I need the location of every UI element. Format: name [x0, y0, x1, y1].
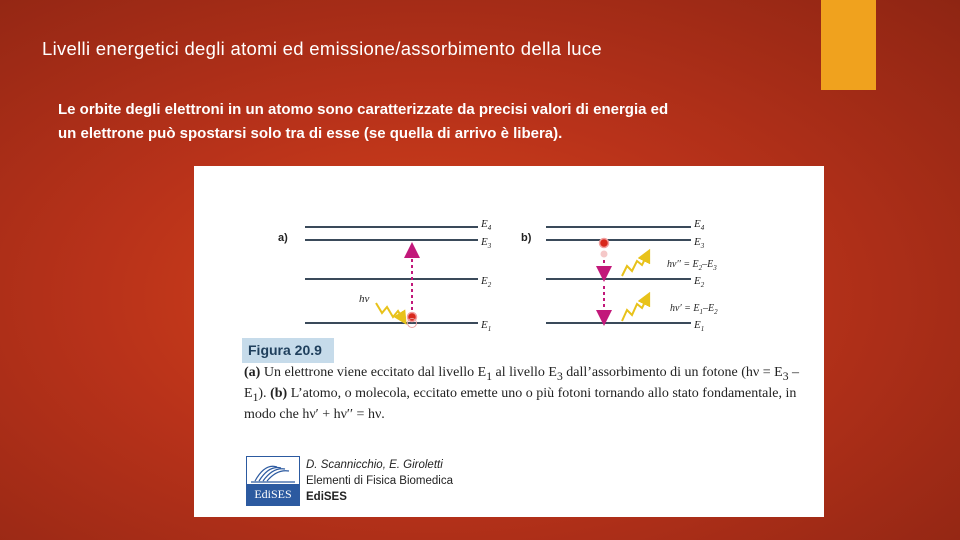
edises-logo	[246, 456, 300, 506]
level-a-label-e2: $E_2$	[481, 275, 492, 289]
electron-b-excited	[600, 239, 609, 248]
photon-b-lower-label: $h\nu' = E_1-E_2$	[670, 303, 718, 316]
figure-badge: Figura 20.9	[242, 338, 334, 363]
credit-publisher: EdiSES	[306, 491, 347, 503]
photon-a-label: hν	[359, 293, 370, 305]
credit-book: Elementi di Fisica Biomedica	[306, 475, 454, 487]
credit-authors: D. Scannicchio, E. Giroletti	[306, 459, 443, 471]
panel-a-label: a)	[278, 232, 288, 244]
level-b-label-e3: $E_3$	[694, 236, 705, 250]
photon-b-upper-label: $h\nu'' = E_2-E_3$	[667, 259, 717, 272]
slide-title: Livelli energetici degli atomi ed emissione/assorbimento della luce	[42, 38, 602, 59]
book-pages-icon	[247, 457, 299, 485]
level-a-label-e1: $E_1$	[481, 319, 492, 333]
slide-body	[58, 98, 818, 146]
slide-body-line-1: Le orbite degli elettroni in un atomo sono caratterizzate da precisi valori di energia ed	[58, 101, 669, 118]
photon-b-lower	[622, 298, 647, 321]
photon-b-upper	[622, 255, 647, 276]
slide-body-line-2: un elettrone può spostarsi solo tra di esse (se quella di arrivo è libera).	[58, 125, 563, 142]
photon-a-absorbed	[376, 303, 403, 319]
credit-lines	[306, 457, 526, 505]
figure-20-9	[194, 166, 824, 517]
logo-label: EdiSES	[247, 484, 299, 505]
level-a-label-e4: $E_4$	[481, 218, 492, 232]
electron-b-trace	[601, 251, 608, 258]
panel-b-label: b)	[521, 232, 532, 244]
level-a-label-e3: $E_3$	[481, 236, 492, 250]
level-b-label-e1: $E_1$	[694, 319, 705, 333]
accent-tab	[821, 0, 876, 90]
figure-caption: (a) Un elettrone viene eccitato dal livello $E_1$ al livello $E_3$ dall’assorbimento di un fotone $(h\nu = E_3 - E_1)$. (b) L’atomo, o molecola, eccitato emette uno o più fotoni tornando allo stato fondamentale, in modo che hν′ + hν′′ = hν.	[244, 365, 800, 422]
level-b-label-e2: $E_2$	[694, 275, 705, 289]
level-b-label-e4: $E_4$	[694, 218, 705, 232]
